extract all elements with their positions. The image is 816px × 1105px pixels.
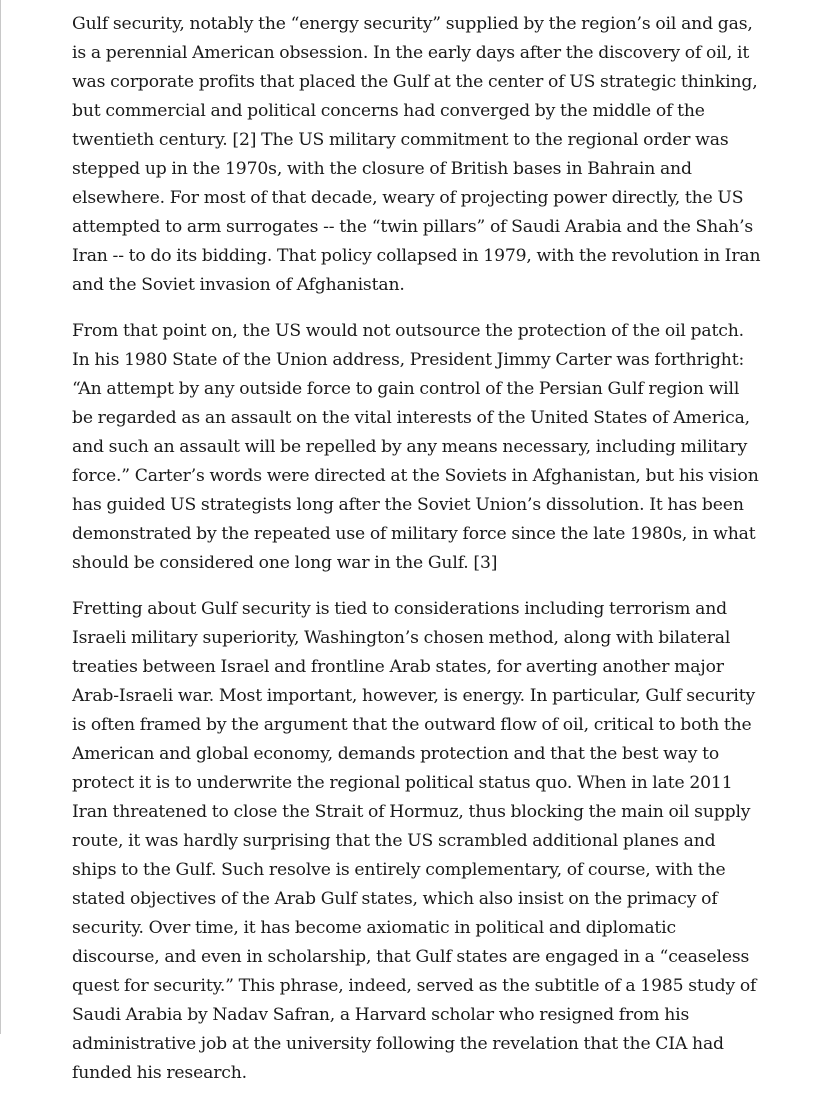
article-body xyxy=(72,10,762,1105)
article-paragraph-3: Fretting about Gulf security is tied to considerations including terrorism and Israeli military superiority, Washington’s chosen method, along with bilateral treaties between Israel and frontline Arab states, for averting another major Arab-Israeli war. Most important, however, is energy. In particular, Gulf security is often framed by the argument that the outward flow of oil, critical to both the American and global economy, demands protection and that the best way to protect it is to underwrite the regional political status quo. When in late 2011 Iran threatened to close the Strait of Hormuz, thus blocking the main oil supply route, it was hardly surprising that the US scrambled additional planes and ships to the Gulf. Such resolve is entirely complementary, of course, with the stated objectives of the Arab Gulf states, which also insist on the primacy of security. Over time, it has become axiomatic in political and diplomatic discourse, and even in scholarship, that Gulf states are engaged in a “ceaseless quest for security.” This phrase, indeed, served as the subtitle of a 1985 study of Saudi Arabia by Nadav Safran, a Harvard scholar who resigned from his administrative job at the university following the revelation that the CIA had funded his research. xyxy=(72,599,757,1083)
article-paragraph-1: Gulf security, notably the “energy security” supplied by the region’s oil and gas, is a perennial American obsession. In the early days after the discovery of oil, it was corporate profits that placed the Gulf at the center of US strategic thinking, but commercial and political concerns had converged by the middle of the twentieth century. [2] The US military commitment to the regional order was stepped up in the 1970s, with the closure of British bases in Bahrain and elsewhere. For most of that decade, weary of projecting power directly, the US attempted to arm surrogates -- the “twin pillars” of Saudi Arabia and the Shah’s Iran -- to do its bidding. That policy collapsed in 1979, with the revolution in Iran and the Soviet invasion of Afghanistan. xyxy=(72,14,761,295)
page-left-border xyxy=(0,0,1,1034)
article-paragraph-2: From that point on, the US would not outsource the protection of the oil patch. In his 1980 State of the Union address, President Jimmy Carter was forthright: “An attempt by any outside force to gain control of the Persian Gulf region will be regarded as an assault on the vital interests of the United States of America, and such an assault will be repelled by any means necessary, including military force.” Carter’s words were directed at the Soviets in Afghanistan, but his vision has guided US strategists long after the Soviet Union’s dissolution. It has been demonstrated by the repeated use of military force since the late 1980s, in what should be considered one long war in the Gulf. [3] xyxy=(72,321,759,573)
